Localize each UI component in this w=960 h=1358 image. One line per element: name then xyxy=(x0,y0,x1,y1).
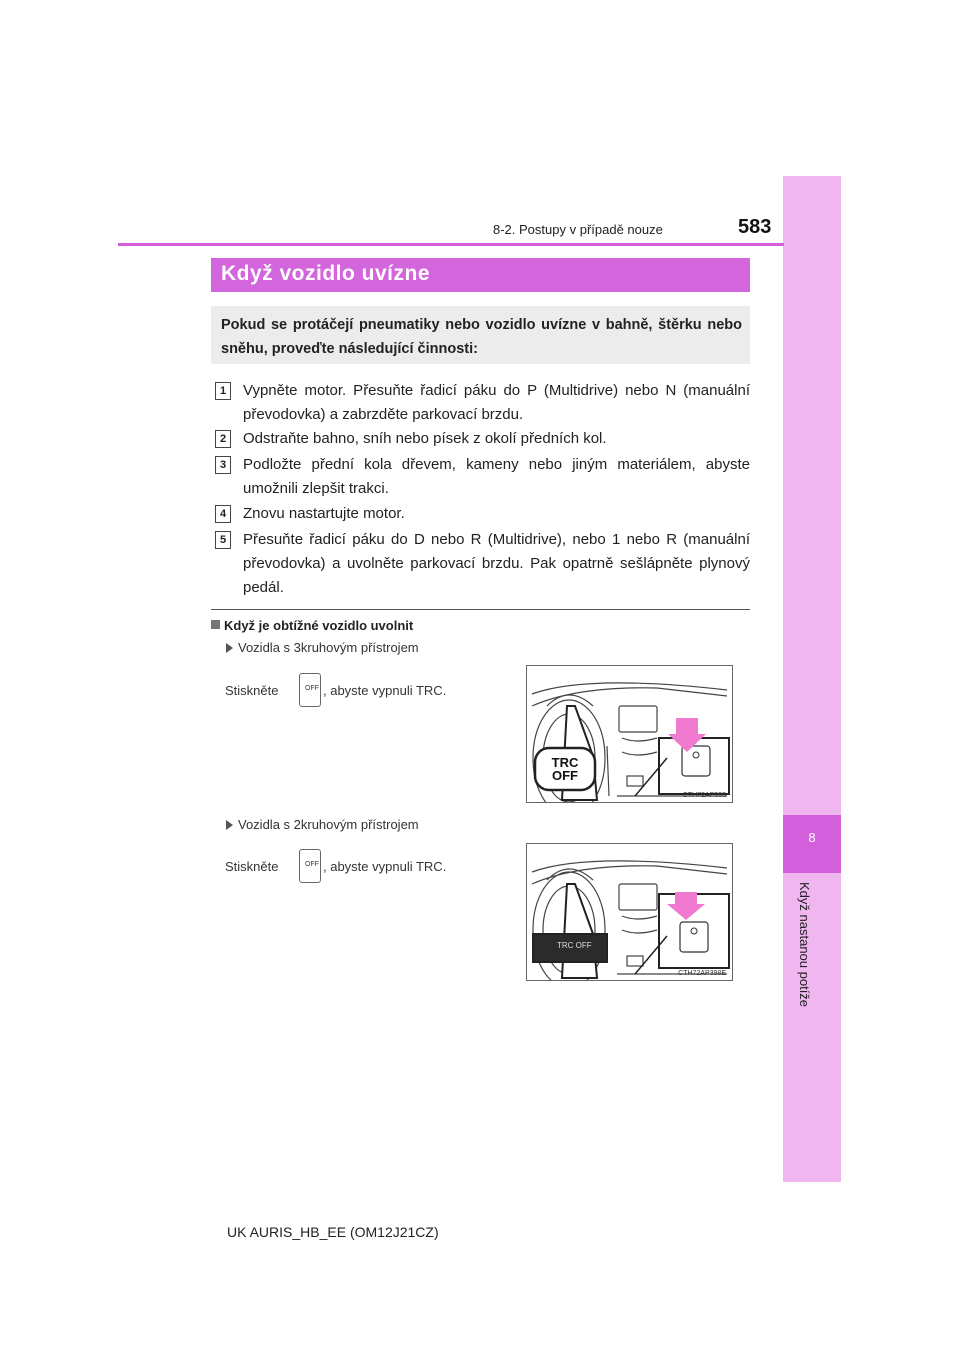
figure-callout: TRC OFF xyxy=(557,941,592,950)
step-number: 3 xyxy=(215,456,231,474)
press-before: Stiskněte xyxy=(225,859,279,874)
figure-code: CTH72AP398E xyxy=(678,970,726,977)
step-text: Podložte přední kola dřevem, kameny nebo jiným materiálem, abyste umožnili zlepšit trakci. xyxy=(243,456,750,497)
triangle-bullet-icon xyxy=(226,643,233,653)
figure-callout: TRC OFF xyxy=(551,755,579,783)
figure-code: CTH72AP393 xyxy=(682,792,726,799)
page-title: Když vozidlo uvízne xyxy=(221,262,431,285)
section-heading: 8-2. Postupy v případě nouze xyxy=(493,222,663,237)
variant-label: Vozidla s 3kruhovým přístrojem xyxy=(238,640,419,655)
button-glyph: OFF xyxy=(305,861,319,868)
button-glyph: OFF xyxy=(305,685,319,692)
figure-2-ring-dashboard xyxy=(526,843,733,981)
step-number: 2 xyxy=(215,430,231,448)
page-number: 583 xyxy=(738,216,772,238)
step-number: 4 xyxy=(215,505,231,523)
square-bullet-icon xyxy=(211,620,220,629)
press-after: , abyste vypnuli TRC. xyxy=(323,683,447,698)
section-divider xyxy=(211,609,750,610)
step-number: 5 xyxy=(215,531,231,549)
step-number: 1 xyxy=(215,382,231,400)
step-text: Odstraňte bahno, sníh nebo písek z okolí předních kol. xyxy=(243,430,607,447)
subsection-heading: Když je obtížné vozidlo uvolnit xyxy=(224,618,414,633)
press-after: , abyste vypnuli TRC. xyxy=(323,859,447,874)
dashboard-illustration xyxy=(527,844,732,980)
figure-3-ring-dashboard xyxy=(526,665,733,803)
chapter-side-strip xyxy=(783,176,841,1182)
step-text: Vypněte motor. Přesuňte řadicí páku do P (Multidrive) nebo N (manuální převodovka) a zabrzděte parkovací brzdu. xyxy=(243,382,750,423)
triangle-bullet-icon xyxy=(226,820,233,830)
step-text: Přesuňte řadicí páku do D nebo R (Multidrive), nebo 1 nebo R (manuální převodovka) a uvolněte parkovací brzdu. Pak opatrně sešlápněte plynový pedál. xyxy=(243,531,750,596)
intro-text: Pokud se protáčejí pneumatiky nebo vozidlo uvízne v bahně, štěrku nebo sněhu, proveďte následující činnosti: xyxy=(221,317,742,357)
variant-label: Vozidla s 2kruhovým přístrojem xyxy=(238,817,419,832)
step-text: Znovu nastartujte motor. xyxy=(243,505,405,522)
trc-off-button-icon xyxy=(299,849,321,883)
footer-model: UK AURIS_HB_EE (OM12J21CZ) xyxy=(227,1224,439,1240)
chapter-label: Když nastanou potíže xyxy=(797,882,812,1008)
chapter-number: 8 xyxy=(808,830,816,845)
header-rule xyxy=(118,243,784,246)
trc-off-button-icon xyxy=(299,673,321,707)
press-before: Stiskněte xyxy=(225,683,279,698)
